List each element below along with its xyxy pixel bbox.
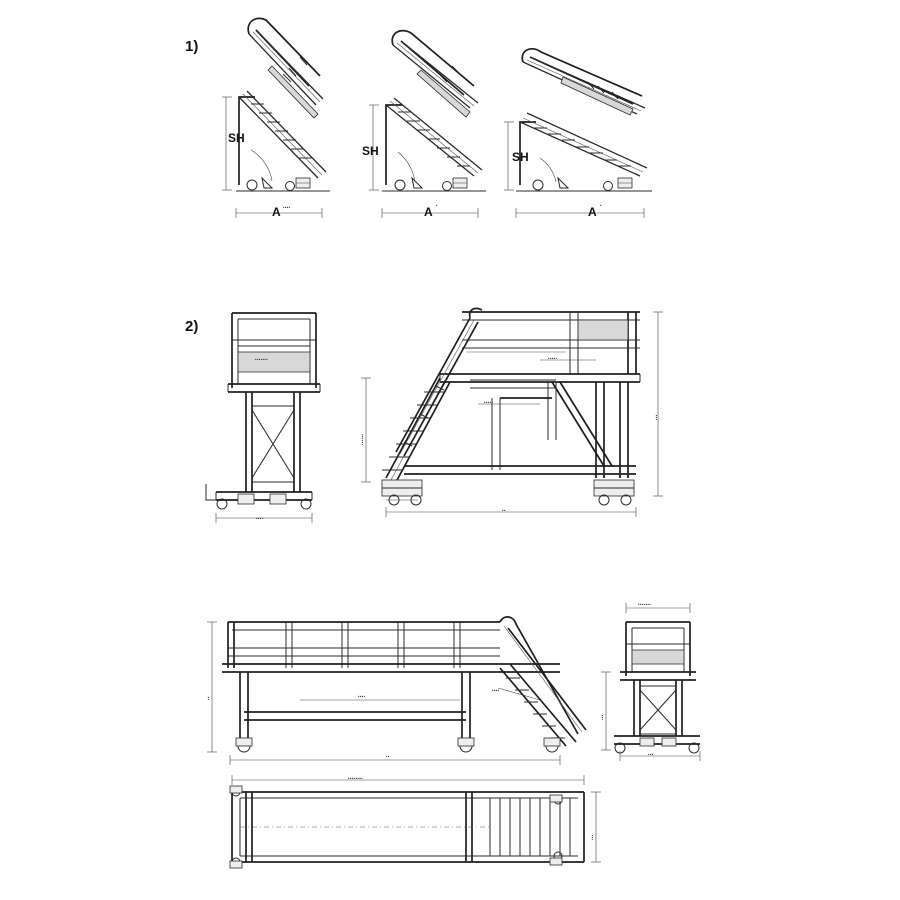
fig2a-bottom-dim: •••• — [256, 516, 264, 521]
fig2b-inner-dim: ••••• — [484, 400, 494, 405]
fig1b-base-label: A — [424, 205, 433, 219]
fig3a-left-dim: •• — [206, 696, 211, 700]
fig3a-stair-dim: •••• — [492, 688, 500, 693]
fig2a-top-dim: ••••••• — [255, 357, 269, 362]
fig1a-height-label: SH — [228, 131, 245, 145]
fig1b-height-label: SH — [362, 144, 379, 158]
fig2b-left-dim: •••••• — [360, 433, 365, 445]
fig1c-angle-note: • — [600, 203, 602, 208]
fig3b-left-dim: ••• — [600, 714, 605, 720]
figure-2-label: 2) — [185, 318, 199, 335]
fig3b-top-dim: ••••••• — [638, 602, 652, 607]
figure-1-label: 1) — [185, 38, 199, 55]
fig2b-handrail-dim: ••••• — [548, 356, 558, 361]
fig3c-right-dim: ••• — [590, 834, 595, 840]
fig3c-top-dim: •••••••• — [348, 776, 363, 781]
fig1c-base-label: A — [588, 205, 597, 219]
fig1a-base-label: A — [272, 205, 281, 219]
fig2b-right-dim: ••• — [654, 414, 659, 420]
fig3a-bottom-dim: •• — [386, 754, 390, 759]
fig3b-bottom-dim: ••• — [648, 752, 654, 757]
fig1c-height-label: SH — [512, 150, 529, 164]
fig2b-bottom-dim: •• — [502, 508, 506, 513]
fig1a-angle-note: •••• — [283, 205, 291, 210]
fig1b-angle-note: • — [436, 203, 438, 208]
fig3a-center-dim: •••• — [358, 694, 366, 699]
